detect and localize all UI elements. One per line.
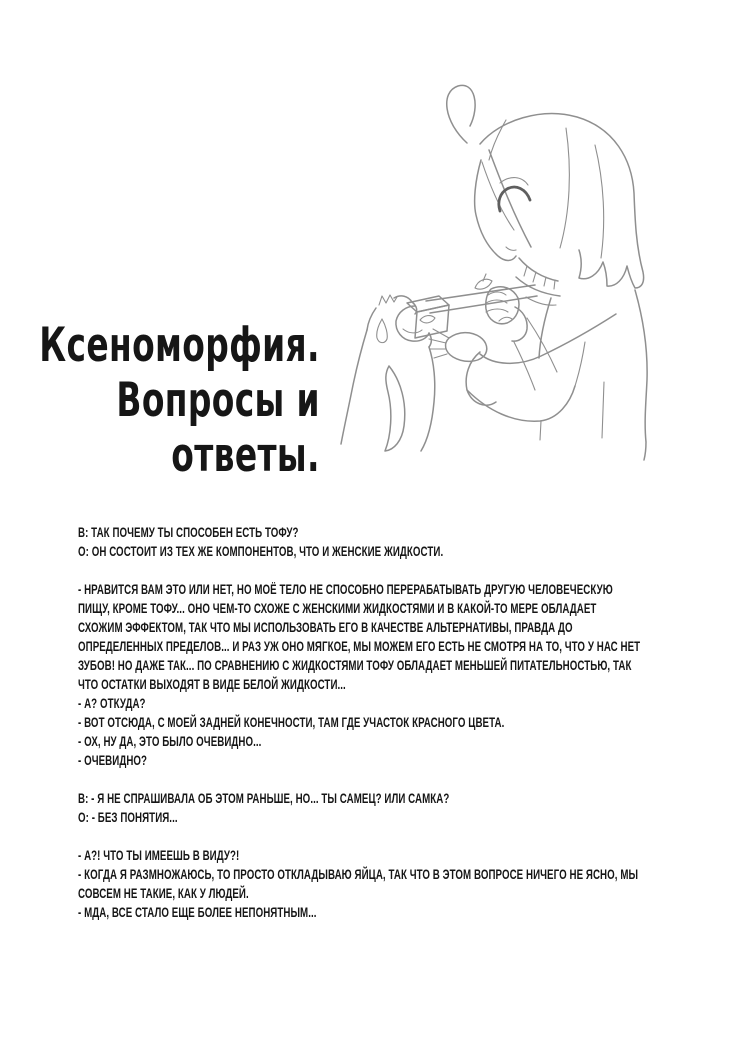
qa-line: - НРАВИТСЯ ВАМ ЭТО ИЛИ НЕТ, НО МОЁ ТЕЛО НЕ СПОСОБНО ПЕРЕРАБАТЫВАТЬ ДРУГУЮ ЧЕЛОВЕЧЕСКУЮ [78,582,613,597]
finger [488,292,506,295]
qa-text-block [78,523,640,922]
creature-head-tuft [379,295,397,305]
page-title-line: Вопросы и [116,373,320,428]
qa-line [78,827,640,846]
hair-bang [489,150,531,247]
qa-line: - А?! ЧТО ТЫ ИМЕЕШЬ В ВИДУ?! [78,848,240,863]
leaf-stem [483,274,486,281]
qa-line: СОВСЕМ НЕ ТАКИЕ, КАК У ЛЮДЕЙ. [78,886,249,901]
creature-head-top [394,296,412,302]
tofu-and-chopsticks [407,274,537,338]
collar-rib [544,277,546,286]
sleeve-bottom [467,386,575,421]
finger [486,309,508,312]
eyelid-line [500,178,528,185]
qa-line: В: ТАК ПОЧЕМУ ТЫ СПОСОБЕН ЕСТЬ ТОФУ? [78,525,299,540]
girl-figure [429,85,647,460]
creature-back [341,330,367,444]
collar-rib [533,272,536,282]
qa-line: СХОЖИМ ЭФФЕКТОМ, ТАК ЧТО МЫ ИСПОЛЬЗОВАТЬ ЕГО В КАЧЕСТВЕ АЛЬТЕРНАТИВЫ, ПРАВДА ДО [78,620,573,635]
qa-line: - ОЧЕВИДНО? [78,753,148,768]
body-fold [602,382,604,438]
chest-left-edge [539,298,551,358]
page-title-line: Ксеноморфия. [39,318,320,373]
sleeve-top [480,314,616,363]
qa-line: - ОХ, НУ ДА, ЭТО БЫЛО ОЧЕВИДНО... [78,734,262,749]
qa-line: О: - БЕЗ ПОНЯТИЯ... [78,810,178,825]
qa-line: ПИЩУ, КРОМЕ ТОФУ... ОНО ЧЕМ-ТО СХОЖЕ С ЖЕНСКИМИ ЖИДКОСТЯМИ И В КАКОЙ-ТО МЕРЕ ОБЛАДАЕТ [78,601,597,616]
mouth [506,247,516,250]
qa-line: ЗУБОВ! НО ДАЖЕ ТАК... ПО СРАВНЕНИЮ С ЖИДКОСТЯМИ ТОФУ ОБЛАДАЕТ МЕНЬШЕЙ ПИТАТЕЛЬНОСТЬЮ, ТАК [78,658,632,673]
sleeve-fold [540,421,541,440]
qa-line [78,561,640,580]
qa-line: - КОГДА Я РАЗМНОЖАЮСЬ, ТО ПРОСТО ОТКЛАДЫВАЮ ЯЙЦА, ТАК ЧТО В ЭТОМ ВОПРОСЕ НИЧЕГО НЕ ЯСНО, МЫ [78,867,639,882]
sweat-drop [377,319,388,343]
page-title-line: ответы. [171,428,320,483]
forearm-line [514,342,535,390]
qa-line: - А? ОТКУДА? [78,696,146,711]
qa-line: В: - Я НЕ СПРАШИВАЛА ОБ ЭТОМ РАНЬШЕ, НО... ТЫ САМЕЦ? ИЛИ САМКА? [78,791,450,806]
hair-outline [480,114,644,288]
thumb [499,317,512,321]
qa-line: ОПРЕДЕЛЕННЫХ ПРЕДЕЛОВ... И РАЗ УЖ ОНО МЯГКОЕ, МЫ МОЖЕМ ЕГО ЕСТЬ НЕ СМОТРЯ НА ТО, ЧТО У НАС НЕТ [78,639,641,654]
finger [434,354,447,358]
left-hand [446,333,487,362]
page-title [39,318,320,483]
body-right-edge [635,290,647,460]
face-profile [475,160,516,261]
creature-belly [421,347,435,451]
leaf-garnish [420,316,435,323]
qa-line: О: ОН СОСТОИТ ИЗ ТЕХ ЖЕ КОМПОНЕНТОВ, ЧТО И ЖЕНСКИЕ ЖИДКОСТИ. [78,544,444,559]
collar-rib [524,266,527,276]
ahoge-hair-curl [447,85,475,143]
creature-tongue [403,329,422,333]
qa-line: - МДА, ВСЕ СТАЛО ЕЩЕ БОЛЕЕ НЕПОНЯТНЫМ... [78,905,317,920]
hair-strand [595,145,604,258]
hair-strand [560,128,569,248]
collar [519,258,558,281]
qa-line [78,770,640,789]
qa-line: ЧТО ОСТАТКИ ВЫХОДЯТ В ВИДЕ БЕЛОЙ ЖИДКОСТИ... [78,677,346,692]
qa-line: - ВОТ ОТСЮДА, С МОЕЙ ЗАДНЕЙ КОНЕЧНОСТИ, ТАМ ГДЕ УЧАСТОК КРАСНОГО ЦВЕТА. [78,715,505,730]
wrist-band [512,307,527,341]
collar-rib [554,280,555,289]
creature-head-back [367,308,376,330]
forearm-line [527,318,557,372]
creature-chin [429,333,431,347]
sleeve-edge [575,342,585,386]
illustration-girl-feeding-tofu [330,50,736,462]
closed-eye [499,187,530,211]
creature-flipper [385,366,405,451]
